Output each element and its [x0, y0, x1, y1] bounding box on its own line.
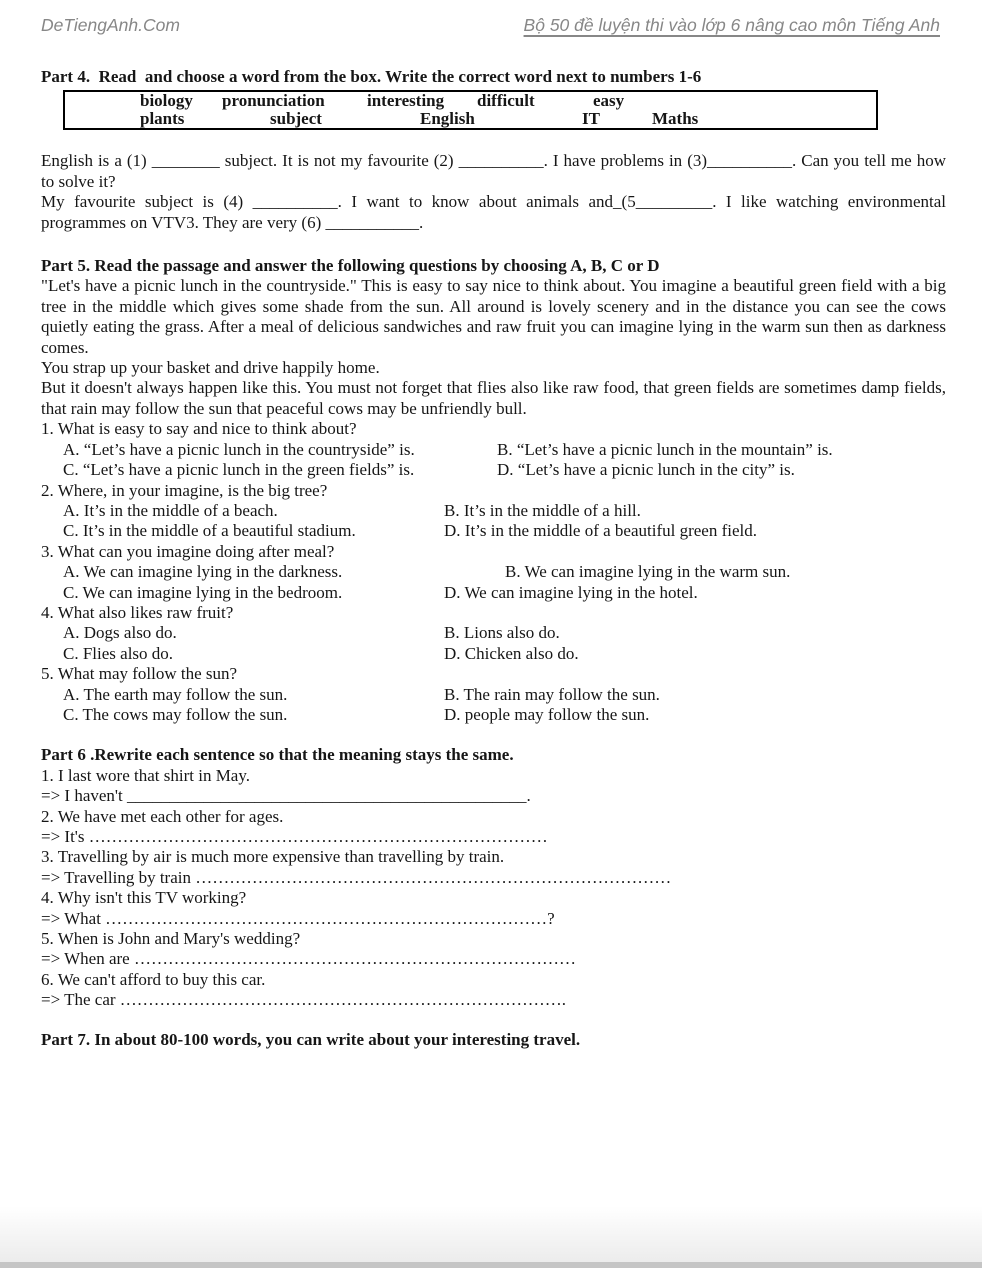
option-row [41, 623, 946, 643]
rewrite-sentence-3: 3. Travelling by air is much more expensive than travelling by train. [41, 847, 505, 867]
option-d: D. We can imagine lying in the hotel. [444, 582, 698, 602]
rewrite-answer-1: => I haven't _______________________________________________. [41, 786, 531, 806]
rewrite-answer-5: => When are …………………………………………………………………… [41, 949, 576, 969]
passage-paragraph-3: But it doesn't always happen like this. You must not forget that flies also like raw food, that green fields are sometimes damp fields, that rain may follow the sun that peaceful cows may be unfriendly bull. [41, 378, 946, 418]
question-3 [41, 542, 946, 603]
option-d: D. “Let’s have a picnic lunch in the city” is. [497, 460, 795, 480]
page-header [0, 0, 982, 36]
box-word-difficult: difficult [477, 91, 535, 111]
box-word-english: English [420, 109, 475, 129]
option-c: C. The cows may follow the sun. [63, 704, 288, 724]
box-word-maths: Maths [652, 109, 699, 129]
page-bottom-gradient [0, 1206, 982, 1262]
question-5 [41, 664, 946, 725]
rewrite-sentence-5: 5. When is John and Mary's wedding? [41, 929, 301, 949]
question-stem: 2. Where, in your imagine, is the big tree? [41, 480, 328, 500]
option-a: A. Dogs also do. [63, 623, 177, 643]
rewrite-answer-4: => What ……………………………………………………………………? [41, 908, 555, 928]
part7-heading: Part 7. In about 80-100 words, you can write about your interesting travel. [41, 1029, 581, 1049]
option-row [41, 440, 946, 460]
part5-heading: Part 5. Read the passage and answer the following questions by choosing A, B, C or D [41, 256, 660, 276]
document-content [0, 67, 982, 1050]
question-1 [41, 419, 946, 480]
box-word-easy: easy [593, 91, 625, 111]
rewrite-sentence-2: 2. We have met each other for ages. [41, 806, 284, 826]
option-b: B. We can imagine lying in the warm sun. [505, 562, 791, 582]
box-word-biology: biology [140, 91, 193, 111]
rewrite-answer-2: => It's ……………………………………………………………………… [41, 827, 548, 846]
rewrite-answer-6: => The car ……………………………………………………………………. [41, 990, 567, 1010]
option-c: C. We can imagine lying in the bedroom. [63, 582, 343, 602]
passage-paragraph-2: You strap up your basket and drive happily home. [41, 358, 380, 378]
rewrite-sentence-6: 6. We can't afford to buy this car. [41, 969, 266, 989]
option-row [41, 501, 946, 521]
question-stem: 5. What may follow the sun? [41, 664, 238, 684]
word-box [63, 90, 878, 130]
option-a: A. The earth may follow the sun. [63, 684, 288, 704]
option-a: A. It’s in the middle of a beach. [63, 500, 278, 520]
option-row [41, 685, 946, 705]
option-c: C. “Let’s have a picnic lunch in the green fields” is. [63, 460, 415, 480]
box-word-pronunciation: pronunciation [222, 91, 325, 111]
option-a: A. “Let’s have a picnic lunch in the countryside” is. [63, 439, 415, 459]
rewrite-sentence-1: 1. I last wore that shirt in May. [41, 765, 250, 785]
option-row [41, 521, 946, 541]
site-name: DeTiengAnh.Com [41, 15, 180, 35]
part4-paragraph-2: My favourite subject is (4) __________. I want to know about animals and_(5_________. I like watching environmental programmes on VTV3. They are very (6) ___________. [41, 192, 946, 232]
option-row [41, 460, 946, 480]
box-word-subject: subject [270, 109, 322, 129]
option-row [41, 644, 946, 664]
option-row [41, 705, 946, 725]
box-word-it: IT [582, 109, 600, 129]
question-stem: 3. What can you imagine doing after meal? [41, 541, 335, 561]
part4-paragraph-1: English is a (1) ________ subject. It is not my favourite (2) __________. I have problems in (3)__________. Can you tell me how to solve it? [41, 151, 946, 191]
rewrite-sentence-4: 4. Why isn't this TV working? [41, 888, 247, 908]
option-row [41, 583, 946, 603]
doc-title: Bộ 50 đề luyện thi vào lớp 6 nâng cao môn Tiếng Anh [523, 15, 940, 35]
option-d: D. It’s in the middle of a beautiful green field. [444, 521, 757, 541]
option-b: B. The rain may follow the sun. [444, 684, 660, 704]
option-a: A. We can imagine lying in the darkness. [63, 562, 343, 582]
option-row [41, 562, 946, 582]
option-c: C. It’s in the middle of a beautiful stadium. [63, 521, 356, 541]
question-stem: 1. What is easy to say and nice to think about? [41, 419, 357, 439]
option-d: D. people may follow the sun. [444, 704, 650, 724]
box-word-interesting: interesting [367, 91, 445, 111]
part4-heading: Part 4. Read and choose a word from the box. Write the correct word next to numbers 1-6 [41, 67, 702, 86]
page-bottom-edge [0, 1262, 982, 1268]
question-4 [41, 603, 946, 664]
option-b: B. “Let’s have a picnic lunch in the mountain” is. [497, 439, 833, 459]
rewrite-answer-3: => Travelling by train ………………………………………………………………………… [41, 867, 672, 887]
option-b: B. Lions also do. [444, 623, 560, 643]
question-stem: 4. What also likes raw fruit? [41, 602, 234, 622]
passage-paragraph-1: "Let's have a picnic lunch in the countryside." This is easy to say nice to think about. You imagine a beautiful green field with a big tree in the middle which gives some shade from the sun. All around is lovely scenery and in the distance you can see the cows quietly eating the grass. After a meal of delicious sandwiches and raw fruit you can imagine lying in the warm sun then as darkness comes. [41, 276, 946, 357]
option-c: C. Flies also do. [63, 643, 174, 663]
part6-heading: Part 6 .Rewrite each sentence so that the meaning stays the same. [41, 745, 514, 765]
box-word-plants: plants [140, 109, 185, 129]
question-2 [41, 481, 946, 542]
option-d: D. Chicken also do. [444, 643, 579, 663]
option-b: B. It’s in the middle of a hill. [444, 500, 641, 520]
